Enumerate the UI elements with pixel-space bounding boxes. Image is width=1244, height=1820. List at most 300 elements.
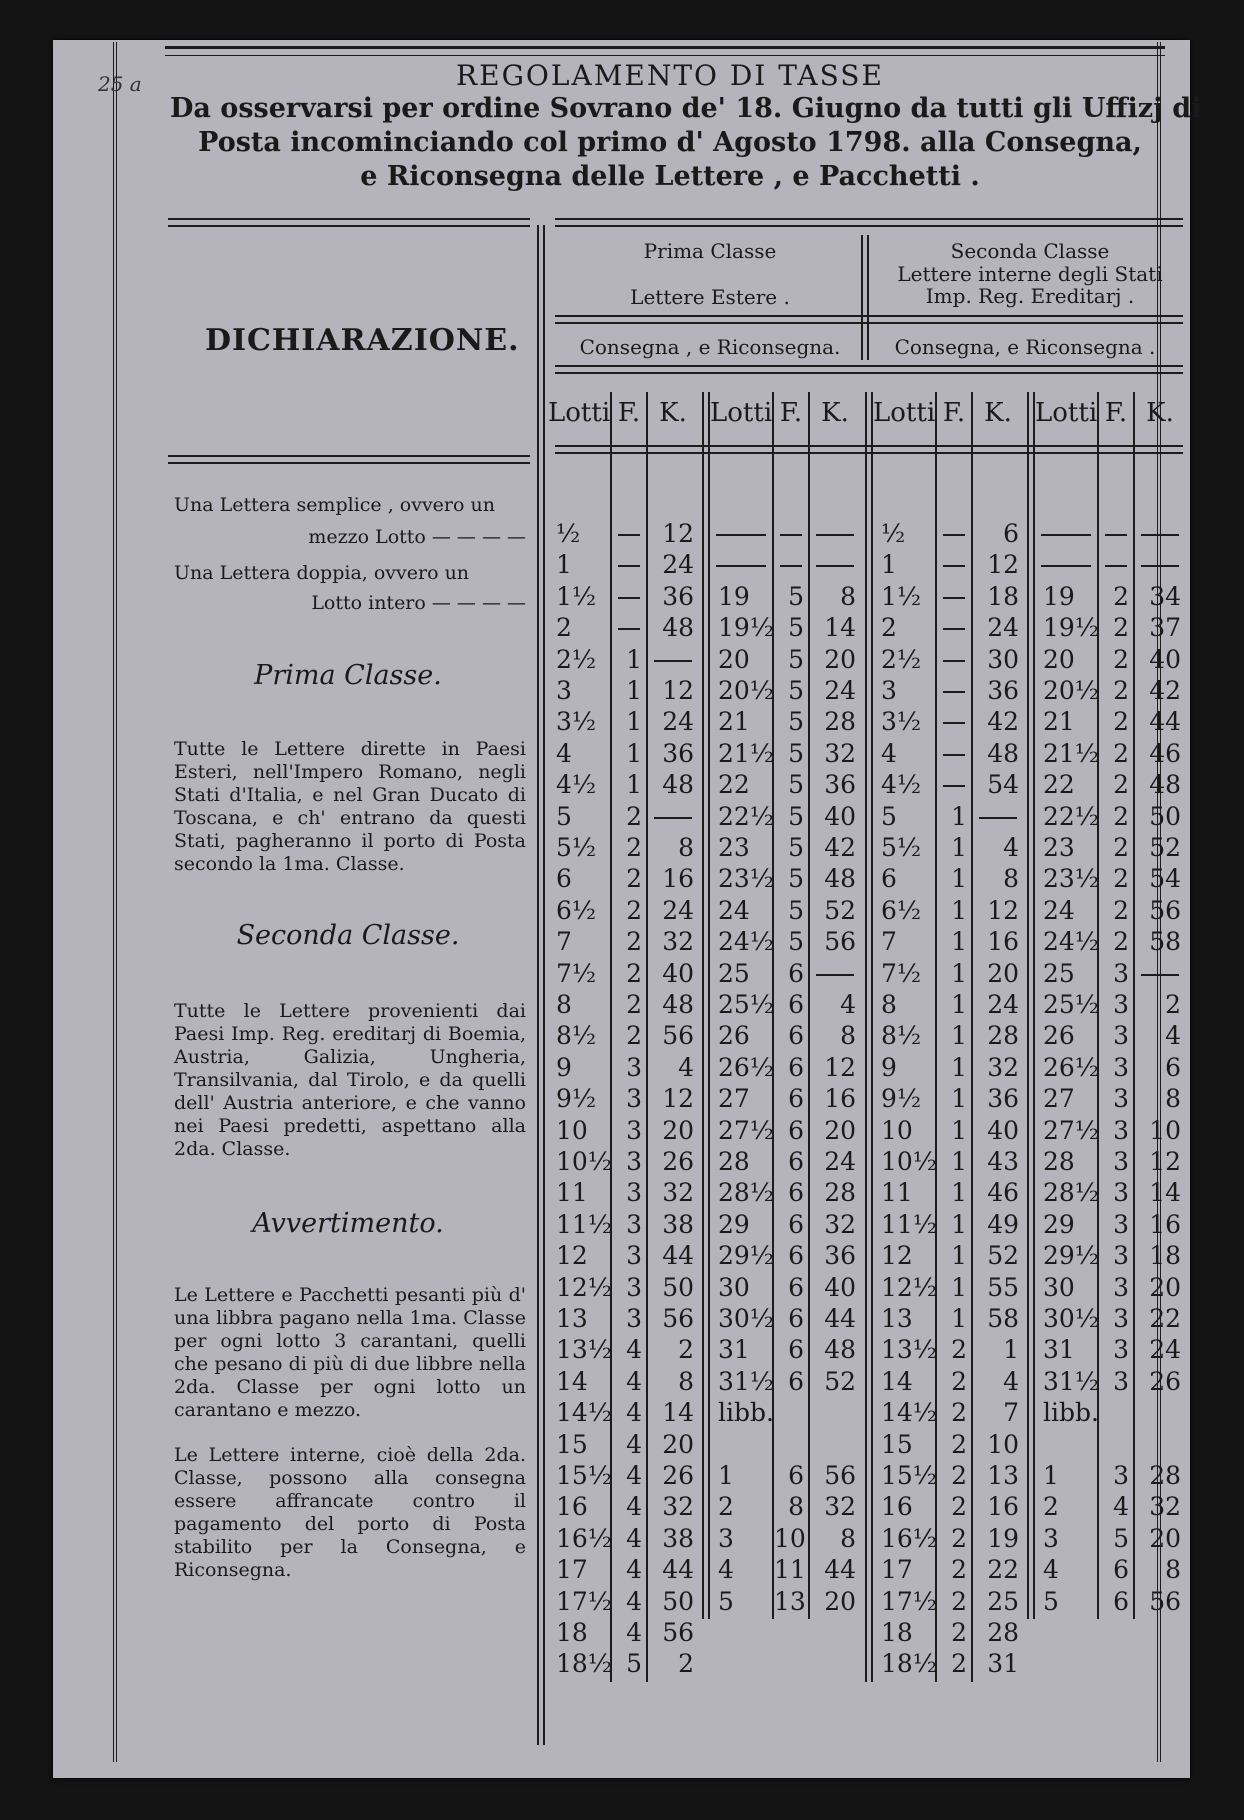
subtitle	[170, 92, 1202, 194]
table-cell: 21½	[1043, 738, 1100, 768]
table-cell: 5	[1043, 1586, 1059, 1616]
table-cell: 3	[1113, 1021, 1129, 1051]
table-cell: 28	[1149, 1461, 1181, 1490]
table-cell: 24	[1149, 1335, 1181, 1365]
prima-classe-heading: Prima Classe.	[254, 660, 442, 691]
table-cell: 2	[951, 1366, 967, 1396]
column-header-k: K.	[821, 398, 849, 428]
table-cell-dash	[618, 565, 640, 567]
table-cell: 2	[951, 1523, 967, 1553]
table-cell: 5	[718, 1586, 734, 1616]
table-cell: 4	[626, 1492, 642, 1522]
table-cell: 20½	[718, 676, 775, 705]
table-cell: 6	[788, 958, 804, 988]
table-cell: 1	[951, 895, 967, 925]
table-cell: 25½	[718, 990, 775, 1019]
table-cell: 14	[1149, 1178, 1181, 1208]
table-cell: 1	[626, 644, 642, 674]
page-title: REGOLAMENTO DI TASSE	[456, 59, 884, 92]
table-cell: 31½	[718, 1366, 775, 1396]
table-cell: 2	[951, 1555, 967, 1585]
table-cell: 21	[1043, 707, 1075, 737]
table-cell: 36	[987, 1084, 1019, 1114]
table-cell: 4	[626, 1523, 642, 1553]
table-cell: 3	[1113, 990, 1129, 1019]
table-cell: 2	[1165, 990, 1181, 1019]
table-cell: 2	[678, 1335, 694, 1365]
table-cell-dash	[716, 565, 766, 567]
table-cell-dash	[943, 722, 965, 724]
table-cell: 26	[1149, 1366, 1181, 1396]
table-cell: 4	[1003, 1366, 1019, 1396]
table-cell: 58	[987, 1304, 1019, 1333]
table-cell-dash	[1141, 534, 1179, 536]
table-cell-dash	[943, 691, 965, 693]
table-cell: libb.	[718, 1398, 774, 1428]
table-cell: 3	[626, 1241, 642, 1271]
table-cell: 55	[987, 1272, 1019, 1302]
top-rule	[165, 46, 1165, 56]
table-cell: 3½	[881, 707, 922, 737]
table-cell-dash	[979, 817, 1017, 819]
table-cell: 2	[1113, 895, 1129, 925]
table-cell: 20	[1149, 1272, 1181, 1302]
table-cell: 18	[556, 1618, 588, 1647]
table-cell: 8	[678, 1366, 694, 1396]
table-cell-dash	[943, 628, 965, 630]
table-cell: 11½	[881, 1209, 938, 1239]
table-cell: 50	[1149, 801, 1181, 831]
table-cell: 16	[556, 1492, 588, 1522]
table-cell: 20	[824, 644, 856, 674]
table-cell-dash	[1041, 534, 1091, 536]
table-cell: 3	[556, 676, 572, 705]
table-cell: 1	[556, 550, 572, 580]
table-cell: 5	[788, 707, 804, 737]
table-cell-dash	[943, 660, 965, 662]
table-cell: 18½	[881, 1649, 938, 1679]
table-cell: 58	[1149, 927, 1181, 957]
table-cell: 14	[662, 1398, 694, 1428]
margin-note: 25 a	[98, 72, 142, 96]
table-cell: 44	[824, 1304, 856, 1333]
table-cell: 6	[788, 1178, 804, 1208]
table-cell: 23½	[718, 864, 775, 894]
table-cell: 12	[881, 1241, 913, 1271]
table-cell: libb.	[1043, 1398, 1099, 1428]
table-cell: 6	[788, 1147, 804, 1176]
row-label-1b: mezzo Lotto — — — —	[308, 526, 526, 548]
table-cell: 6	[788, 990, 804, 1019]
table-cell: 24	[662, 895, 694, 925]
table-cell: 6	[1113, 1586, 1129, 1616]
table-cell: 31	[987, 1649, 1019, 1679]
table-cell: 2	[1113, 644, 1129, 674]
table-cell: 12	[987, 550, 1019, 580]
table-cell: 15	[881, 1429, 913, 1459]
table-cell: 15½	[881, 1461, 938, 1490]
table-cell: 32	[662, 927, 694, 957]
subtitle-line-1: Da osservarsi per ordine Sovrano de' 18. Giugno da tutti gli Uffizj di	[170, 93, 1202, 124]
table-cell: 19½	[718, 613, 775, 643]
table-cell: 19	[987, 1523, 1019, 1553]
table-cell: 31½	[1043, 1366, 1100, 1396]
table-cell: 24	[1043, 895, 1075, 925]
table-cell: ½	[556, 519, 581, 548]
table-cell: 1	[951, 1052, 967, 1082]
prima-classe-label: Prima Classe	[643, 239, 777, 263]
table-cell: 3	[626, 1147, 642, 1176]
table-cell: 5	[788, 738, 804, 768]
table-cell: 4	[678, 1052, 694, 1082]
table-cell: 10	[1149, 1115, 1181, 1145]
table-cell: 20	[824, 1115, 856, 1145]
table-cell: 24	[987, 990, 1019, 1019]
table-cell: 2	[678, 1649, 694, 1679]
table-cell-dash	[816, 974, 854, 976]
table-cell: 3	[881, 676, 897, 705]
subtitle-line-2: Posta incominciando col primo d' Agosto 1798. alla Consegna,	[198, 127, 1142, 158]
table-cell: 2	[1113, 581, 1129, 611]
table-cell: 50	[662, 1586, 694, 1616]
table-cell: 24	[824, 676, 856, 705]
table-cell: 48	[987, 738, 1019, 768]
table-cell: 3	[1043, 1523, 1059, 1553]
table-cell-dash	[816, 565, 854, 567]
table-cell: 1	[718, 1461, 734, 1490]
table-cell: 1	[951, 1304, 967, 1333]
table-cell: 42	[824, 833, 856, 862]
column-header-f: F.	[779, 398, 803, 428]
table-cell: 4½	[881, 770, 922, 800]
table-cell: 2	[951, 1492, 967, 1522]
table-cell: 38	[662, 1209, 694, 1239]
table-cell: 2	[626, 864, 642, 894]
table-cell: 8	[678, 833, 694, 862]
table-cell: 28½	[718, 1178, 775, 1208]
table-cell: 2	[626, 895, 642, 925]
table-cell: 13	[556, 1304, 588, 1333]
table-cell: 5	[788, 895, 804, 925]
table-cell: 25	[987, 1586, 1019, 1616]
table-cell: 1	[951, 958, 967, 988]
table-cell: 5	[626, 1649, 642, 1679]
table-cell: 5½	[881, 833, 922, 862]
table-cell: 12	[987, 895, 1019, 925]
table-cell: 30	[1043, 1272, 1075, 1302]
table-cell: 13½	[556, 1335, 613, 1365]
table-cell: 30	[718, 1272, 750, 1302]
table-cell: 28	[987, 1618, 1019, 1647]
table-cell: 3	[1113, 1272, 1129, 1302]
table-cell: 8	[840, 1523, 856, 1553]
table-cell: 17	[881, 1555, 913, 1585]
table-cell: 46	[987, 1178, 1019, 1208]
table-cell: 12	[662, 519, 694, 548]
table-cell: 1	[626, 738, 642, 768]
table-cell: 11	[881, 1178, 913, 1208]
avvertimento-heading: Avvertimento.	[252, 1208, 444, 1239]
table-cell: 29	[1043, 1209, 1075, 1239]
table-cell: 18	[1149, 1241, 1181, 1271]
table-cell: 26½	[1043, 1052, 1100, 1082]
avvertimento-text-1: Le Lettere e Pacchetti pesanti più d' una libbra pagano nella 1ma. Classe per ogni lotto 3 carantani, quelli che pesano di più di due libbre nella 2da. Classe per ogni lotto un carantano e mezzo.	[174, 1284, 526, 1421]
table-cell: 40	[987, 1115, 1019, 1145]
table-cell: 11	[774, 1555, 806, 1585]
table-cell: 16	[881, 1492, 913, 1522]
prima-classe-text: Tutte le Lettere dirette in Paesi Esteri, nell'Impero Romano, negli Stati d'Italia, e nel Gran Ducato di Toscana, e ch' entrano da questi Stati, pagheranno il porto di Posta secondo la 1ma. Classe.	[174, 738, 526, 875]
table-cell: 1	[951, 990, 967, 1019]
table-cell: 42	[987, 707, 1019, 737]
table-cell: 44	[1149, 707, 1181, 737]
table-cell: 2	[1113, 738, 1129, 768]
table-cell: 52	[987, 1241, 1019, 1271]
table-cell: 1	[951, 833, 967, 862]
table-cell: 1	[951, 1147, 967, 1176]
class-separator	[861, 235, 869, 360]
row-label-2b: Lotto intero — — — —	[311, 592, 526, 614]
table-cell: 26	[1043, 1021, 1075, 1051]
group-divider	[702, 392, 710, 1619]
table-cell: 8½	[556, 1021, 597, 1051]
table-cell: 4	[718, 1555, 734, 1585]
table-cell: 20	[662, 1115, 694, 1145]
table-cell: 1	[951, 1241, 967, 1271]
table-cell: 3	[1113, 1366, 1129, 1396]
table-cell: 14½	[556, 1398, 613, 1428]
table-cell: 3	[626, 1209, 642, 1239]
table-cell: 31	[1043, 1335, 1075, 1365]
table-cell: 8	[1003, 864, 1019, 894]
table-cell: 19½	[1043, 613, 1100, 643]
table-cell: 28	[987, 1021, 1019, 1051]
table-cell: 5½	[556, 833, 597, 862]
table-cell: 42	[1149, 676, 1181, 705]
table-cell: 6	[788, 1021, 804, 1051]
table-cell: 31	[718, 1335, 750, 1365]
table-cell: 2	[881, 613, 897, 643]
table-cell: 6	[556, 864, 572, 894]
rule	[168, 218, 530, 227]
table-cell: 4	[626, 1335, 642, 1365]
subtitle-line-3: e Riconsegna delle Lettere , e Pacchetti .	[360, 161, 980, 192]
table-cell: 4	[840, 990, 856, 1019]
table-cell: 1	[1003, 1335, 1019, 1365]
table-cell: 20	[1149, 1523, 1181, 1553]
table-cell: 2	[626, 801, 642, 831]
table-cell: 30½	[1043, 1304, 1100, 1333]
table-cell: 3	[718, 1523, 734, 1553]
table-cell: 4	[626, 1366, 642, 1396]
column-header-lotti: Lotti	[873, 398, 936, 428]
table-cell: 36	[824, 770, 856, 800]
table-cell-dash	[654, 660, 692, 662]
table-cell: 20	[1043, 644, 1075, 674]
column-header-k: K.	[1146, 398, 1174, 428]
table-cell: 6	[788, 1304, 804, 1333]
table-cell: 1	[626, 770, 642, 800]
rule	[555, 365, 1183, 374]
table-cell: 20	[718, 644, 750, 674]
table-cell: 14	[881, 1366, 913, 1396]
table-cell: 2	[951, 1461, 967, 1490]
table-cell: 1	[626, 707, 642, 737]
seconda-classe-sub-2: Imp. Reg. Ereditarj .	[925, 284, 1135, 308]
table-cell: 30	[987, 644, 1019, 674]
table-cell: 4	[626, 1398, 642, 1428]
table-cell: 2	[556, 613, 572, 643]
table-cell: 3	[1113, 1461, 1129, 1490]
table-cell: 10½	[881, 1147, 938, 1176]
table-cell: 44	[662, 1241, 694, 1271]
table-cell: 23½	[1043, 864, 1100, 894]
table-cell: 4	[1113, 1492, 1129, 1522]
table-cell: 3	[626, 1178, 642, 1208]
table-cell: 4	[1165, 1021, 1181, 1051]
table-cell: 6	[788, 1209, 804, 1239]
table-cell: 27½	[1043, 1115, 1100, 1145]
table-cell: 2	[1113, 613, 1129, 643]
table-cell: 4½	[556, 770, 597, 800]
table-cell: 8	[881, 990, 897, 1019]
column-header-f: F.	[942, 398, 966, 428]
row-label-1a: Una Lettera semplice , ovvero un	[174, 494, 495, 516]
table-cell: 2½	[556, 644, 597, 674]
table-cell: 54	[1149, 864, 1181, 894]
table-cell: 56	[1149, 1586, 1181, 1616]
table-cell: 29	[718, 1209, 750, 1239]
table-cell: 43	[987, 1147, 1019, 1176]
table-cell: 56	[662, 1304, 694, 1333]
table-cell: 14	[556, 1366, 588, 1396]
table-cell: 1	[1043, 1461, 1059, 1490]
table-cell-dash	[1105, 534, 1127, 536]
table-cell: 2	[1113, 801, 1129, 831]
table-cell: 3	[626, 1115, 642, 1145]
table-cell: 3	[1113, 1052, 1129, 1082]
table-cell: 22½	[1043, 801, 1100, 831]
table-cell: 16½	[881, 1523, 938, 1553]
table-cell: 25	[718, 958, 750, 988]
seconda-classe-text: Tutte le Lettere provenienti dai Paesi Imp. Reg. ereditarj di Boemia, Austria, Galizia, Ungheria, Transilvania, dal Tirolo, e da quelli dell' Austria anteriore, e che vanno nei Paesi predetti, aspettano alla 2da. Classe.	[174, 1000, 526, 1160]
table-cell: 19	[718, 581, 750, 611]
table-cell-dash	[943, 754, 965, 756]
table-cell: 40	[824, 801, 856, 831]
table-cell: 24	[987, 613, 1019, 643]
table-cell: 1	[626, 676, 642, 705]
table-cell: 2	[626, 927, 642, 957]
table-cell: 6½	[881, 895, 922, 925]
group-divider	[865, 392, 873, 1682]
table-cell: 3	[626, 1304, 642, 1333]
table-cell: 32	[824, 1492, 856, 1522]
table-cell: 22	[987, 1555, 1019, 1585]
column-header-f: F.	[1104, 398, 1128, 428]
table-cell: 12	[1149, 1147, 1181, 1176]
table-cell: 19	[1043, 581, 1075, 611]
table-cell: 2	[1043, 1492, 1059, 1522]
table-cell: 24	[662, 550, 694, 580]
table-cell: 11	[556, 1178, 588, 1208]
table-cell: 22	[718, 770, 750, 800]
table-cell: 1	[951, 1021, 967, 1051]
table-cell: 1	[951, 1115, 967, 1145]
group-divider	[1027, 392, 1035, 1619]
table-cell: 16	[662, 864, 694, 894]
consegna-label-1: Consegna , e Riconsegna.	[579, 335, 841, 359]
table-cell: 4	[1003, 833, 1019, 862]
seconda-classe-label: Seconda Classe	[950, 239, 1110, 263]
consegna-label-2: Consegna, e Riconsegna .	[894, 335, 1156, 359]
table-cell: 4	[626, 1429, 642, 1459]
table-cell: 3	[1113, 1304, 1129, 1333]
table-cell: 32	[824, 1209, 856, 1239]
table-cell: 32	[662, 1178, 694, 1208]
table-cell: 36	[662, 581, 694, 611]
table-cell: 20	[662, 1429, 694, 1459]
table-cell: 6	[788, 1052, 804, 1082]
table-cell: 4	[1043, 1555, 1059, 1585]
table-cell: 56	[662, 1618, 694, 1647]
table-cell: 2	[951, 1335, 967, 1365]
table-cell: 10½	[556, 1147, 613, 1176]
table-cell-dash	[943, 534, 965, 536]
table-cell: 3	[1113, 1178, 1129, 1208]
table-cell: 1	[951, 1209, 967, 1239]
table-cell: 7½	[556, 958, 597, 988]
prima-classe-sub: Lettere Estere .	[630, 285, 790, 309]
table-cell: 2	[1113, 927, 1129, 957]
table-cell: 5	[788, 864, 804, 894]
table-cell: 5	[788, 927, 804, 957]
seconda-classe-heading: Seconda Classe.	[236, 920, 460, 951]
table-cell: 20½	[1043, 676, 1100, 705]
table-cell: 27	[1043, 1084, 1075, 1114]
table-cell: 32	[1149, 1492, 1181, 1522]
table-cell-dash	[1041, 565, 1091, 567]
table-cell: 52	[824, 895, 856, 925]
table-cell: 3	[1113, 1147, 1129, 1176]
table-cell: 13½	[881, 1335, 938, 1365]
table-cell: 40	[824, 1272, 856, 1302]
table-cell-dash	[618, 597, 640, 599]
table-cell-dash	[816, 534, 854, 536]
table-cell: 24½	[1043, 927, 1100, 957]
table-cell: 27½	[718, 1115, 775, 1145]
table-cell: 48	[1149, 770, 1181, 800]
table-cell: 1	[951, 1272, 967, 1302]
table-cell: 2	[626, 990, 642, 1019]
table-cell: 5	[788, 581, 804, 611]
table-cell: 7	[881, 927, 897, 957]
table-cell: 9	[556, 1052, 572, 1082]
rule	[168, 455, 530, 464]
table-cell: 9½	[881, 1084, 922, 1114]
table-cell: 9½	[556, 1084, 597, 1114]
table-cell: 48	[662, 770, 694, 800]
table-cell: 5	[881, 801, 897, 831]
table-cell: 6	[788, 1084, 804, 1114]
table-cell: 17	[556, 1555, 588, 1585]
table-cell: 16	[824, 1084, 856, 1114]
table-cell: 29½	[718, 1241, 775, 1271]
table-cell: 40	[662, 958, 694, 988]
table-cell: 16½	[556, 1523, 613, 1553]
table-cell: 3	[626, 1272, 642, 1302]
table-cell: 13	[881, 1304, 913, 1333]
table-cell: 2	[951, 1429, 967, 1459]
table-cell: 24	[662, 707, 694, 737]
